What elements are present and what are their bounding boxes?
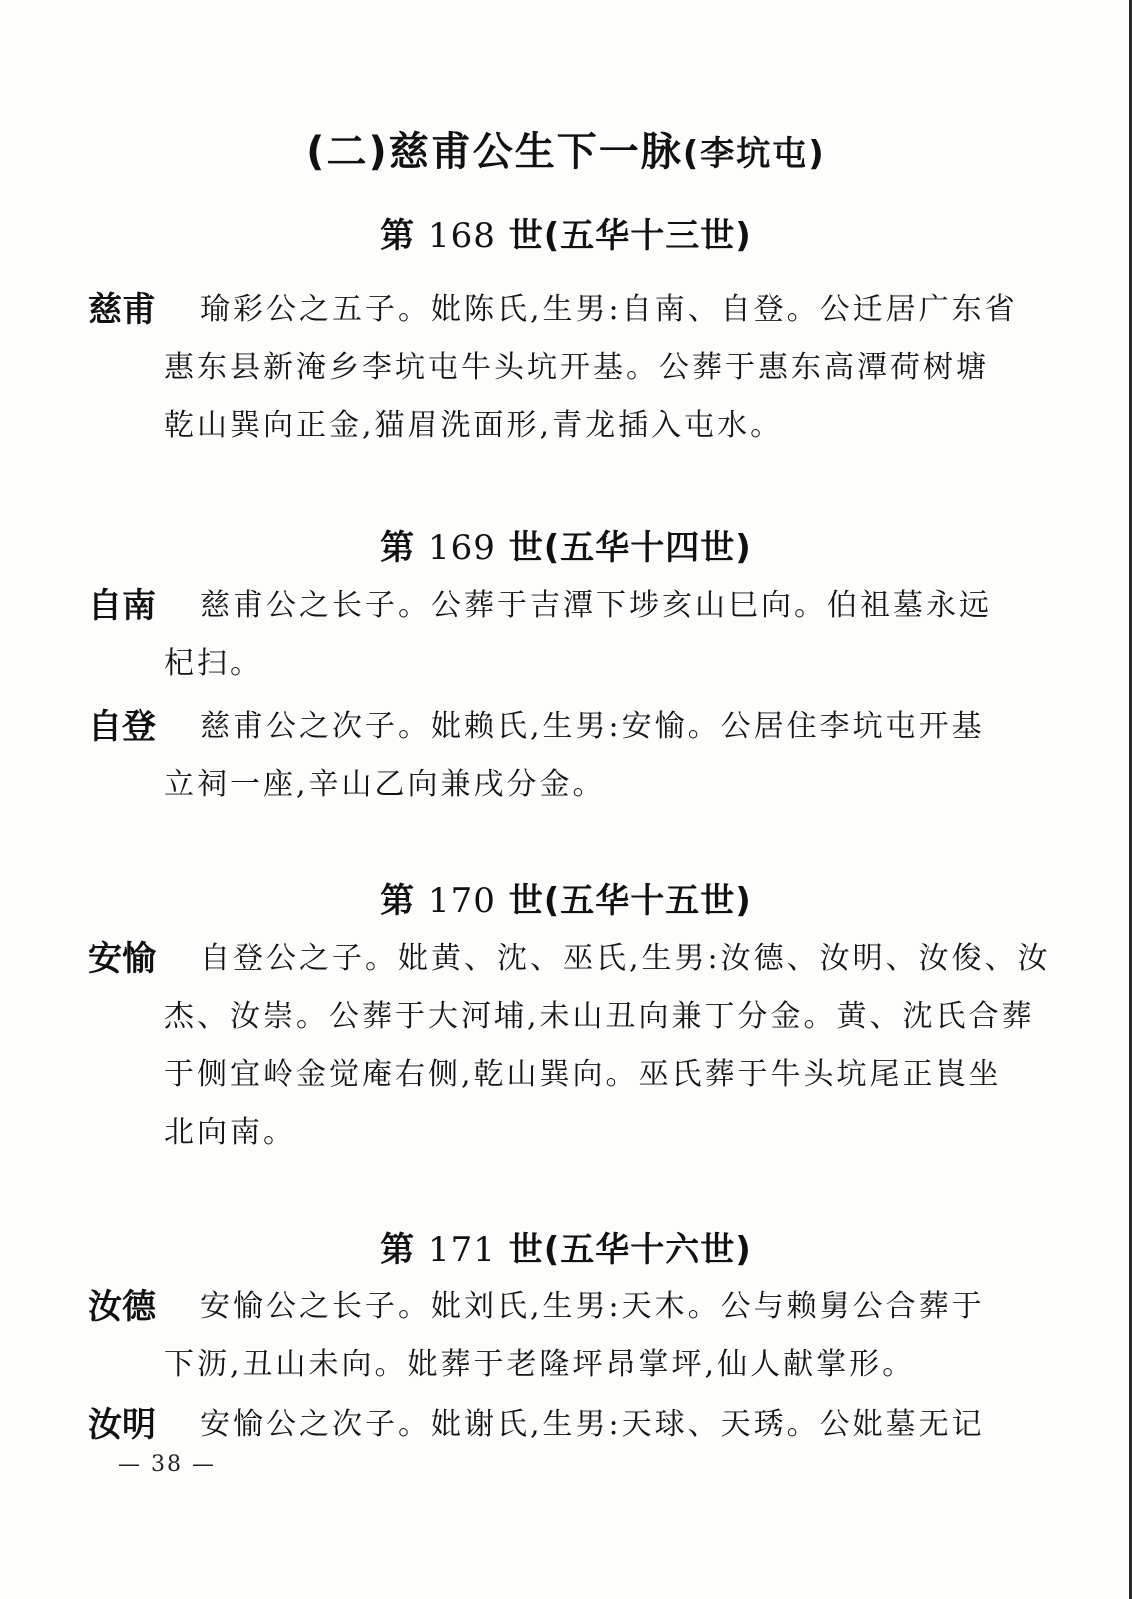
page-number: — 38 —: [118, 1452, 216, 1477]
entry-text-line: 杰、汝崇。公葬于大河埔,未山丑向兼丁分金。黄、沈氏合葬: [164, 999, 1035, 1034]
generation-heading: 第 170 世(五华十五世): [380, 881, 752, 921]
entry-text-line: 自登公之子。妣黄、沈、巫氏,生男:汝德、汝明、汝俊、汝: [200, 941, 1051, 976]
genealogy-entry: [88, 698, 1028, 814]
title-sub: (李坑屯): [682, 134, 826, 174]
genealogy-entry: [88, 281, 1028, 455]
entry-text-line: 慈甫公之长子。公葬于吉潭下埗亥山巳向。伯祖墓永远: [200, 588, 992, 623]
genealogy-entry: [88, 577, 1028, 693]
person-name: 自南: [88, 586, 156, 626]
entry-text-line: 惠东县新淹乡李坑屯牛头坑开基。公葬于惠东高潭荷树塘: [164, 350, 989, 385]
entry-text-line: 北向南。: [164, 1115, 296, 1150]
person-name: 汝德: [88, 1287, 156, 1327]
entry-text-line: 慈甫公之次子。妣赖氏,生男:安愉。公居住李坑屯开基: [200, 709, 985, 744]
entry-text-line: 杞扫。: [164, 646, 263, 681]
generation-heading: 第 169 世(五华十四世): [380, 528, 752, 568]
entry-text-line: 立祠一座,辛山乙向兼戌分金。: [164, 767, 606, 802]
entry-text-line: 于侧宜岭金觉庵右侧,乾山巽向。巫氏葬于牛头坑尾正崀坐: [164, 1057, 1002, 1092]
entry-text-line: 安愉公之长子。妣刘氏,生男:天木。公与赖舅公合葬于: [200, 1289, 985, 1324]
title-main: (二)慈甫公生下一脉: [306, 129, 683, 175]
generation-heading: 第 171 世(五华十六世): [380, 1230, 752, 1270]
page-title: [0, 120, 1132, 177]
genealogy-entry: [88, 1396, 1028, 1454]
person-name: 自登: [88, 707, 156, 747]
person-name: 慈甫: [88, 290, 156, 330]
entry-text-line: 安愉公之次子。妣谢氏,生男:天球、天琇。公妣墓无记: [200, 1407, 985, 1442]
genealogy-entry: [88, 1278, 1028, 1394]
entry-text-line: 瑜彩公之五子。妣陈氏,生男:自南、自登。公迁居广东省: [200, 292, 1018, 327]
genealogy-entry: [88, 930, 1051, 1162]
person-name: 安愉: [88, 939, 156, 979]
entry-text-line: 乾山巽向正金,猫眉洗面形,青龙插入屯水。: [164, 408, 784, 443]
person-name: 汝明: [88, 1405, 156, 1445]
entry-text-line: 下沥,丑山未向。妣葬于老隆坪昂掌坪,仙人献掌形。: [164, 1347, 916, 1382]
generation-heading: 第 168 世(五华十三世): [380, 216, 752, 256]
